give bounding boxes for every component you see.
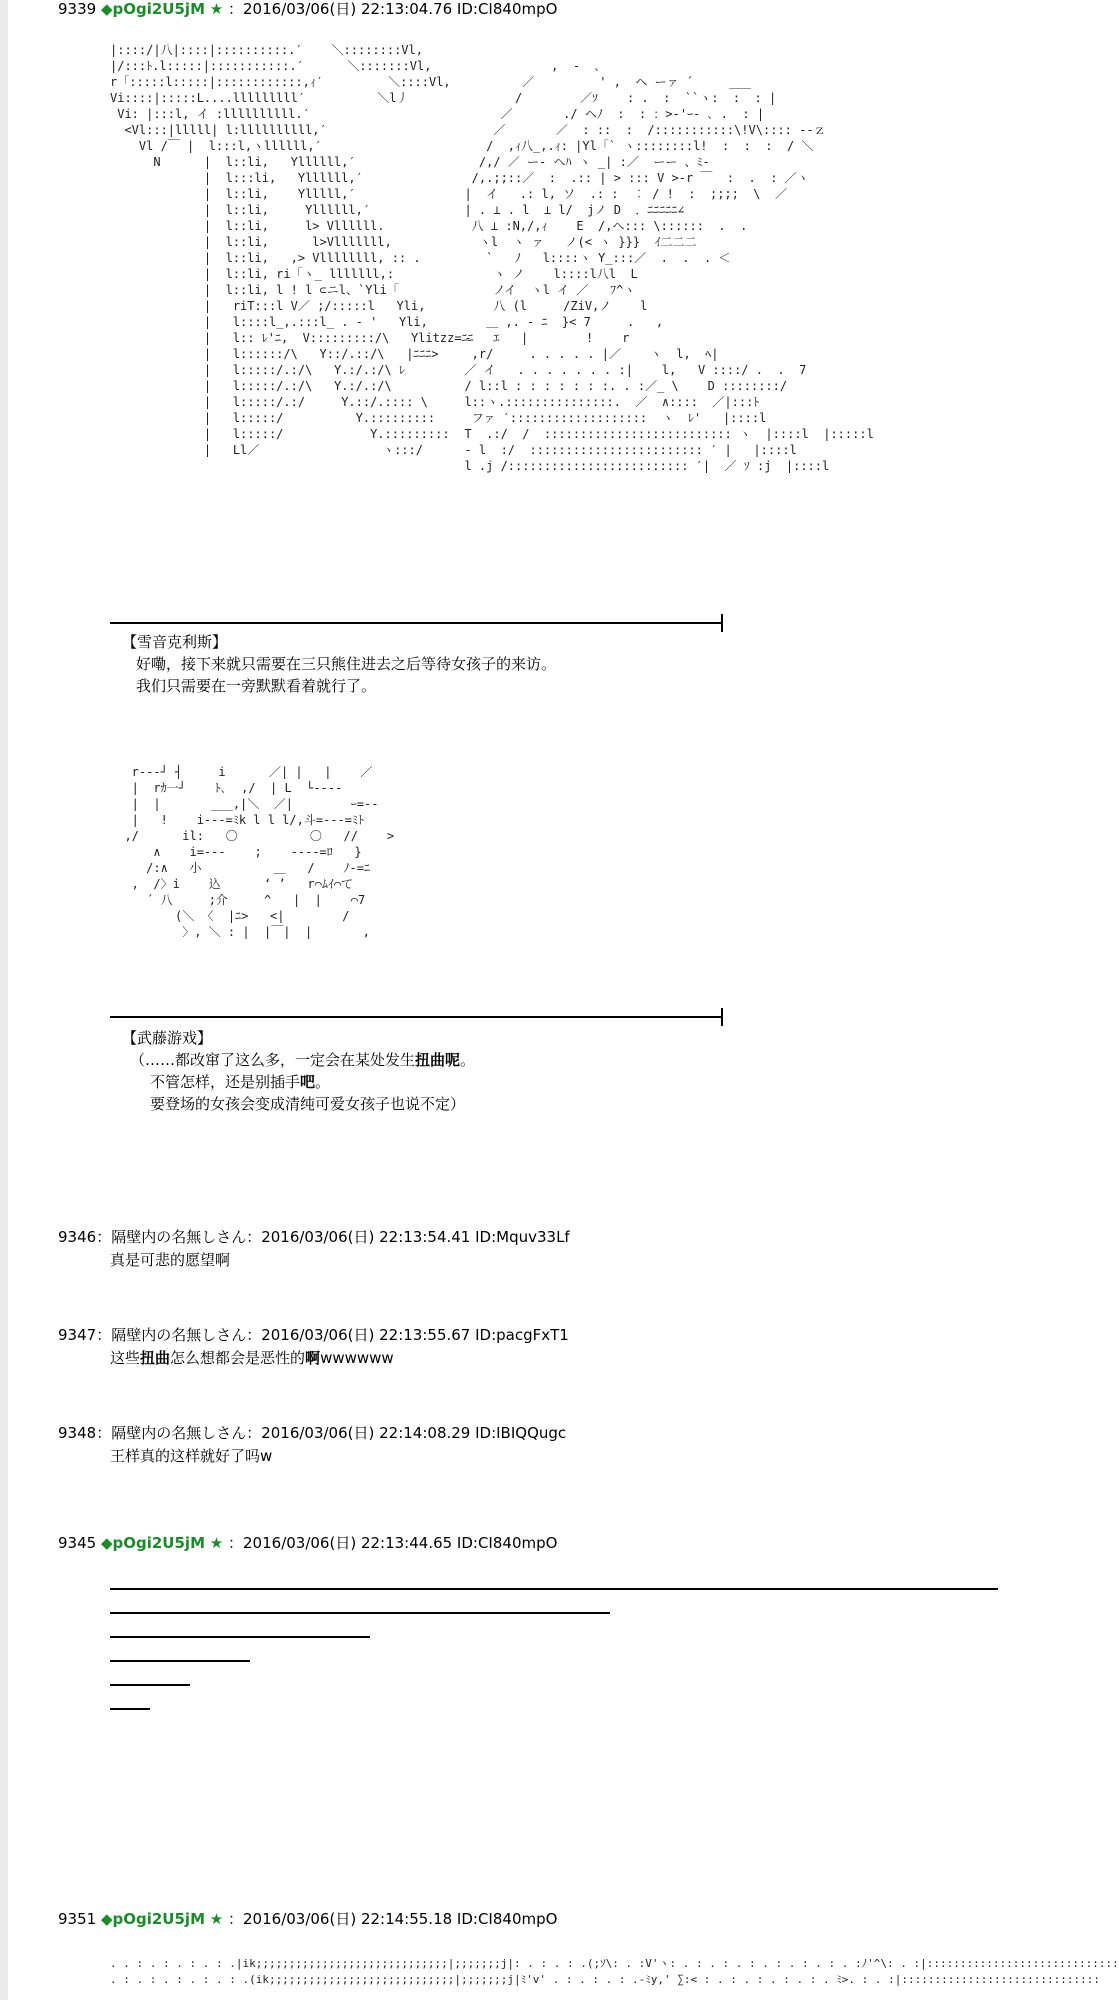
- post-header-9347: [58, 1326, 569, 1344]
- author-trip: ◆pOgi2U5jM: [100, 0, 205, 18]
- post-body: [110, 1348, 394, 1368]
- post-number[interactable]: 9348: [58, 1424, 97, 1442]
- post-header-9346: [58, 1228, 570, 1246]
- decorative-line: [110, 1636, 370, 1638]
- post-datetime-id: ：2016/03/06(日) 22:13:44.65 ID:CI840mpO: [228, 1534, 558, 1552]
- dialog-text: 不管怎样，还是别插手: [150, 1073, 301, 1091]
- speaker-label: 【武藤游戏】: [122, 1029, 213, 1047]
- body-bold: 扭曲: [140, 1349, 171, 1367]
- dialog-text: 。: [315, 1073, 331, 1091]
- cross-marker: [714, 614, 730, 632]
- ascii-art-left: |::::/|八|::::|::::::::::.′ ＼::::::::Vl, |/:::ﾄ.l:::::|:::::::::::.′ ＼:::::::Vl, r「:::::l:::::|::::::::::::,ｨ′ ＼::::Vl, Vi::::|:::::L....lllllllll′ ＼l丿 Vi: |:::l, イ :llllllllll.′ <Vl:::|lllll| l:llllllllll,′ Vl /￣ | l:::l,ヽllllll,′ N | l::li, Yllllll,′ | l:::li, Yllllll,′ | l::li, Ylllll,′ | l::li, Yllllll,′ | l::li, l> Vllllll. | l::li, l>Vlllllll, | l::li, ,> Vllllllll, :: . | l::li, ri「ヽ_ lllllll,: | l::li, l ! l ⊂ニl、`Yli「 | riT:::l V／ ;/:::::l Yli, | l::::l_,.:::l_ . ‐ ' Yli, | l:: ﾚ'ﾆ, V:::::::::/\ Ylitzz=ﾆﾆ | l::::::/\ Y::/.::/\ |ﾆﾆﾆ> | l:::::/.:/\ Y.:/.:/\ ﾚ | l:::::/.:/\ Y.:/.:/\ | l:::::/.:/ Y.::/.:::: \ | l:::::/ Y.::::::::: | l:::::/ Y.::::::::: | Ll／ ヽ:::/: [110, 43, 474, 457]
- post-header-9345: [58, 1534, 557, 1552]
- dialog-text: 。: [460, 1051, 476, 1069]
- decorative-line: [110, 1612, 610, 1614]
- post-number[interactable]: 9345: [58, 1534, 97, 1552]
- dialog-text: （……都改窜了这么多，一定会在某处发生: [130, 1051, 416, 1069]
- cross-marker: [714, 1008, 730, 1026]
- decorative-line: [110, 1708, 150, 1710]
- star-icon: ★: [209, 1534, 224, 1552]
- dialog-line: [150, 1072, 330, 1093]
- dialog-line: 好嘞，接下来就只需要在三只熊住进去之后等待女孩子的来访。: [136, 655, 557, 673]
- dialog-line: 我们只需要在一旁默默看着就行了。: [136, 677, 377, 695]
- post-header-text: ：隔壁内の名無しさん：2016/03/06(日) 22:13:54.41 ID:Mquv33Lf: [96, 1228, 570, 1246]
- dialog-bold: 呢: [445, 1051, 461, 1069]
- author-trip: ◆pOgi2U5jM: [100, 1534, 205, 1552]
- post-body: 真是可悲的愿望啊: [110, 1251, 231, 1269]
- dialog-line: 要登场的女孩会变成清纯可爱女孩子也说不定）: [150, 1095, 466, 1113]
- aa-separator: [110, 1016, 722, 1018]
- aa-separator: [110, 622, 722, 624]
- post-header-9348: [58, 1424, 566, 1442]
- post-header-text: ：隔壁内の名無しさん：2016/03/06(日) 22:13:55.67 ID:pacgFxT1: [96, 1326, 569, 1344]
- post-body: 王样真的这样就好了吗w: [110, 1447, 273, 1465]
- speaker-label: 【雪音克利斯】: [122, 633, 228, 651]
- body-text: 这些: [110, 1349, 141, 1367]
- dialog-bold: 扭曲: [415, 1051, 446, 1069]
- ascii-art-right: , - ､ ／ ' , ヘ ーァ ´ ___ / ／ｿ : . : ``ヽ: : : | ／ ./ ヘﾉ : : ：>‐'ｰ- ､ . : | ／ ／ : :: : /:::::::::::\!V\:::: ‐‐ｚ / ,ｨ八_,.ｨ: |Yl「` ヽ::::::::l! : : : / ＼ /,/ ／ ー‐ ヘﾊ ヽ _| :／ ーー 、ﾐ- /,.;;::／ : .:: | > ::: V >‐r ￣ : . : ／ヽ | イ .: l, ソ .: : ︰ / ! : ;;;; \ ／ | . ⊥ . l ⊥ l/ jノ D ．ﾆﾆﾆﾆﾆ∠ 八 ⊥ :N,/,ｨ E /,へ::: \:::::: . . ヽl ヽ ァ ノ(< ヽ }}} ｲ二二二 ` ﾉ l::::ヽ Y_:::／ . . . ＜ ヽ ノ l::::l八l L ノイ ヽl イ ／ ﾌ^ヽ 八 (l /ZiV,ノ l ＿ ,. ‐ ﾆ }< 7 . , ‐ ｴ | ! r ,r/ . . . . . |／ ヽ l, ﾍ| ／ イ . . . . . . . :| l, V ::::/ . . 7 / l::l : : : : : : :. . :／_ \ D ::::::::/ l::ヽ.:::::::::::::::. ／ ∧:::: ／|:::ﾄ ファ ′::::::::::::::::::: ヽ ﾚ' |::::l T .:/ / :::::::::::::::::::::::::: ヽ |::::l |:::::l ‐ l :/ :::::::::::::::::::::::: ′ | |::::l l .j /::::::::::::::::::::::::: ′| ／ ｿ :j |::::l: [464, 59, 874, 473]
- post-datetime-id: ：2016/03/06(日) 22:14:55.18 ID:CI840mpO: [228, 1910, 558, 1928]
- post-header-9339: [58, 0, 557, 18]
- ascii-art-yugi: r‐‐‐┘ ┤ i ／| | | ／ | rｶ一┘ ﾄ､ ,/ | L └‐‐‐‐ | | ___,|＼ ／| ｰ=‐‐ | ! i‐‐‐=ﾐk l l l/,斗=‐‐‐=ﾐﾄ ,/ il: 〇 〇 // > ∧ i=‐‐‐ ; ‐‐‐‐=ﾛ } /:∧ 小 ＿ / ﾉ‐=ﾆ , /〉i 込 ‘ ’ r⌒ﾑｲ⌒て ´ 八 ;介 ^ | | ⌒7 (＼ 〈 |ﾆ> <| / 〉, ＼ : | |￣| | ,: [124, 765, 395, 939]
- post-number[interactable]: 9346: [58, 1228, 97, 1246]
- author-trip: ◆pOgi2U5jM: [100, 1910, 205, 1928]
- post-header-text: ：隔壁内の名無しさん：2016/03/06(日) 22:14:08.29 ID:IBIQQugc: [96, 1424, 567, 1442]
- post-number[interactable]: 9347: [58, 1326, 97, 1344]
- body-bold: 啊: [305, 1349, 321, 1367]
- ascii-art-bottom: . . : . : . : . : .|ik;;;;;;;;;;;;;;;;;;;;;;;;;;;;;|;;;;;;;j|: . : . : .(;ｿ\: . :V'ヽ: . : . : . : . : . : . : . :ﾉ'^\: . :|::::::::::::::::::::::::::::: . : . : . : . : . : .(ik;;;;;;;;;;;;;;;;;;;;;;;;;;;;|;;;;;;;j|ﾐ'v' . : . : . : .‐ﾐy,' ∑:< : . : . : . : . : . ﾐ>. : . :|::::::::::::::::::::::::::::::: [110, 1957, 1119, 1986]
- star-icon: ★: [209, 1910, 224, 1928]
- decorative-line: [110, 1684, 190, 1686]
- post-datetime-id: ：2016/03/06(日) 22:13:04.76 ID:CI840mpO: [228, 0, 558, 18]
- post-number[interactable]: 9351: [58, 1910, 97, 1928]
- dialog-bold: 吧: [300, 1073, 316, 1091]
- star-icon: ★: [209, 0, 224, 18]
- body-text: wwwwww: [320, 1349, 394, 1367]
- left-scroll-strip: [0, 0, 8, 2000]
- post-number[interactable]: 9339: [58, 0, 97, 18]
- post-header-9351: [58, 1910, 557, 1928]
- body-text: 怎么想都会是恶性的: [170, 1349, 306, 1367]
- dialog-line: [130, 1050, 475, 1071]
- decorative-line: [110, 1588, 998, 1590]
- decorative-line: [110, 1660, 250, 1662]
